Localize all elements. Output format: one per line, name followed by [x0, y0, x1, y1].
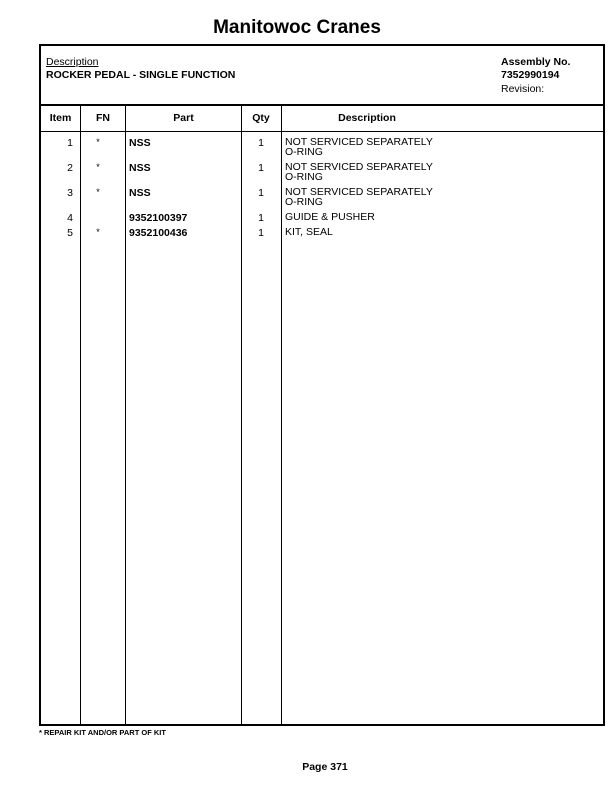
part-number: 9352100397 [129, 212, 188, 224]
part-description: NOT SERVICED SEPARATELY O-RING [285, 186, 433, 208]
description-value: ROCKER PEDAL - SINGLE FUNCTION [46, 69, 236, 81]
assembly-label: Assembly No. [501, 56, 571, 68]
column-divider [125, 106, 126, 724]
item-number: 4 [67, 212, 73, 224]
fn-marker: * [96, 162, 100, 172]
part-description: NOT SERVICED SEPARATELY O-RING [285, 161, 433, 183]
part-description: KIT, SEAL [285, 226, 333, 238]
column-header-fn: FN [96, 112, 110, 124]
column-divider [80, 106, 81, 724]
fn-marker: * [96, 187, 100, 197]
description-label: Description [46, 56, 99, 68]
part-description: GUIDE & PUSHER [285, 211, 375, 223]
item-number: 3 [67, 187, 73, 199]
part-number: NSS [129, 162, 151, 174]
item-number: 5 [67, 227, 73, 239]
quantity: 1 [258, 187, 264, 199]
revision-label: Revision: [501, 83, 545, 95]
footnote: * REPAIR KIT AND/OR PART OF KIT [39, 728, 166, 737]
quantity: 1 [258, 227, 264, 239]
quantity: 1 [258, 212, 264, 224]
quantity: 1 [258, 162, 264, 174]
item-number: 2 [67, 162, 73, 174]
column-header-qty: Qty [252, 112, 270, 124]
part-number: 9352100436 [129, 227, 188, 239]
column-header-item: Item [49, 112, 72, 124]
column-header-part: Part [173, 112, 194, 124]
parts-list-frame [39, 44, 605, 726]
fn-marker: * [96, 137, 100, 147]
column-header-description: Description [338, 112, 396, 124]
page-number: Page 371 [302, 761, 348, 773]
column-divider [281, 106, 282, 724]
quantity: 1 [258, 137, 264, 149]
item-number: 1 [67, 137, 73, 149]
fn-marker: * [96, 227, 100, 237]
assembly-header [41, 46, 603, 106]
assembly-number: 7352990194 [501, 69, 560, 81]
part-number: NSS [129, 137, 151, 149]
part-description: NOT SERVICED SEPARATELY O-RING [285, 136, 433, 158]
page-title: Manitowoc Cranes [213, 17, 381, 38]
part-number: NSS [129, 187, 151, 199]
